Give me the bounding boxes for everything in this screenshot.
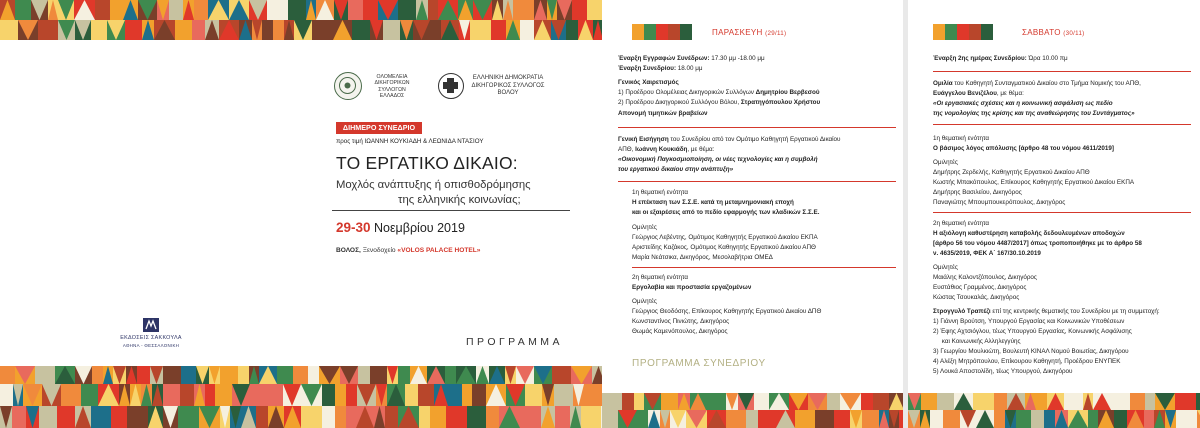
pattern-tile: [352, 20, 370, 40]
pattern-tile: [1088, 410, 1098, 428]
keynote-topic-2: του εργατικού δικαίου στην ανάπτυξη»: [618, 166, 734, 173]
venue-line: [336, 246, 480, 255]
speaker: Κωστής Μπακόπουλος, Επίκουρος Καθηγητής Εργατικού Δικαίου ΕΚΠΑ: [933, 179, 1135, 186]
header-color-block: [680, 24, 692, 40]
pattern-tile: [61, 384, 81, 406]
pattern-tile: [39, 406, 57, 428]
saturday-start: Έναρξη 2ης ημέρας Συνεδρίου: Ώρα 10.00 πμ: [933, 55, 1068, 62]
venue-city: ΒΟΛΟΣ,: [336, 247, 361, 254]
pattern-tile: [622, 393, 634, 410]
pattern-tile: [293, 366, 308, 384]
pattern-tile: [57, 406, 75, 428]
session-1-title-1: Η επέκταση των Σ.Σ.Ε. κατά τη μεταμνημονιακή εποχή: [632, 199, 794, 206]
session-1-label: 1η θεματική ενότητα: [933, 135, 990, 142]
divider: [933, 71, 1191, 72]
decorative-pattern-bottom: [0, 366, 602, 428]
session-2-title-3: ν. 4635/2019, ΦΕΚ Α΄ 167/30.10.2019: [933, 250, 1041, 257]
pattern-tile: [446, 406, 467, 428]
pattern-tile: [634, 393, 644, 410]
pattern-tile: [238, 366, 249, 384]
pattern-tile: [346, 384, 357, 406]
pattern-tile: [472, 384, 486, 406]
pattern-tile: [937, 393, 954, 410]
conference-dates: [336, 220, 465, 236]
speaker: Ευστάθιος Γραμμένος, Δικηγόρος: [933, 284, 1027, 291]
pattern-tile: [127, 406, 148, 428]
header-color-block: [632, 24, 644, 40]
keynote-line-1: Ομιλία του Καθηγητή Συνταγματικού Δικαίου στο Τμήμα Νομικής του ΑΠΘ,: [933, 80, 1141, 87]
speakers-label: Ομιλητές: [632, 298, 657, 305]
keynote-topic-1: «Οι εργασιακές σχέσεις και η κοινωνική ασφάλιση ως πεδίο: [933, 100, 1113, 107]
pattern-tile: [554, 384, 573, 406]
publisher-name: ΕΚΔΟΣΕΙΣ ΣΑΚΚΟΥΛΑ ΑΘΗΝΑ - ΘΕΣΣΑΛΟΝΙΚΗ: [120, 335, 182, 348]
speaker: Θωμάς Καμενόπουλος, Δικηγόρος: [632, 328, 728, 335]
pattern-tile: [215, 384, 232, 406]
pattern-tile: [180, 384, 194, 406]
cover-subtitle-1: Μοχλός ανάπτυξης ή οπισθοδρόμησης: [336, 179, 531, 191]
pattern-tile: [726, 410, 746, 428]
round-table-intro: Στρογγυλό Τραπέζι επί της κεντρικής θεματικής του Συνεδρίου με τη συμμετοχή:: [933, 308, 1160, 315]
pattern-tile: [566, 20, 578, 40]
speaker: Δημήτρης Βασιλείου, Δικηγόρος: [933, 189, 1022, 196]
pattern-tile: [430, 20, 441, 40]
session-2-label: 2η θεματική ενότητα: [632, 274, 689, 281]
pattern-tile: [0, 20, 18, 40]
speaker: Μαρία Νεάτσικα, Δικηγόρος, Μεσολαβήτρια ΟΜΕΔ: [632, 254, 773, 261]
pattern-tile: [430, 406, 446, 428]
pattern-tile: [602, 410, 618, 428]
pattern-tile: [994, 410, 1005, 428]
round-table-participant: 5) Λουκά Αποστολίδη, τέως Υπουργού, Δικηγόρου: [933, 368, 1073, 375]
header-color-block: [668, 24, 680, 40]
venue-hotel: «VOLOS PALACE HOTEL»: [397, 247, 481, 254]
pattern-tile: [405, 384, 418, 406]
header-color-block: [945, 24, 957, 40]
pattern-tile: [428, 0, 438, 20]
pattern-tile: [95, 0, 110, 20]
pattern-tile: [277, 366, 293, 384]
pattern-tile: [602, 393, 622, 410]
header-color-blocks: [632, 24, 692, 40]
pattern-tile: [250, 384, 269, 406]
pattern-tile: [363, 0, 378, 20]
speakers-label: Ομιλητές: [933, 264, 958, 271]
round-table-participant: 4) Αλέξη Μητρόπουλου, Επίκουρου Καθηγητή, Προέδρου ΕΝΥΠΕΚ: [933, 358, 1121, 365]
header-color-block: [981, 24, 993, 40]
pattern-tile: [15, 0, 31, 20]
date-month-year: Νοεμβρίου 2019: [370, 221, 465, 235]
pattern-tile: [348, 0, 363, 20]
greeting-2: 2) Προέδρου Δικηγορικού Συλλόγου Βόλου, Στρατηγόπουλου Χρήστου: [618, 99, 821, 106]
pattern-tile: [795, 410, 815, 428]
pattern-tile: [288, 0, 306, 20]
pattern-tile: [267, 0, 288, 20]
friday-start: Έναρξη Συνεδρίου: 18.00 μμ: [618, 65, 703, 72]
keynote-line-2: ΑΠΘ, Ιωάννη Κουκιάδη, με θέμα:: [618, 146, 715, 153]
speakers-label: Ομιλητές: [632, 224, 657, 231]
pattern-tile: [163, 366, 181, 384]
header-color-block: [656, 24, 668, 40]
pattern-tile: [205, 384, 215, 406]
pattern-tile: [637, 410, 648, 428]
pattern-tile: [92, 366, 103, 384]
pattern-tile: [491, 20, 506, 40]
sakkoulas-logo-icon: [143, 318, 159, 332]
greeting-1: 1) Προέδρου Ολομέλειας Δικηγορικών Συλλόγων Δημητρίου Βερβεσού: [618, 89, 820, 96]
pattern-tile: [1175, 393, 1196, 410]
pattern-tile: [973, 393, 994, 410]
pattern-tile: [220, 366, 238, 384]
pattern-tile: [178, 406, 199, 428]
session-1-title: Ο βάσιμος λόγος απόλυσης [άρθρο 48 του νόμου 4611/2019]: [933, 145, 1114, 152]
header-color-block: [957, 24, 969, 40]
pattern-tile: [1016, 410, 1031, 428]
pattern-tile: [930, 410, 943, 428]
pattern-tile: [661, 393, 678, 410]
pattern-tile: [419, 406, 430, 428]
header-color-block: [644, 24, 656, 40]
pattern-tile: [0, 366, 15, 384]
pattern-tile: [1036, 393, 1047, 410]
pattern-tile: [346, 406, 356, 428]
pattern-tile: [181, 366, 196, 384]
pattern-tile: [587, 0, 602, 20]
date-highlight: 29-30: [336, 220, 371, 235]
pattern-tile: [445, 366, 456, 384]
speaker: Δημήτρης Ζερδελής, Καθηγητής Εργατικού Δικαίου ΑΠΘ: [933, 169, 1090, 176]
pattern-tile: [91, 406, 111, 428]
pattern-tile: [520, 20, 534, 40]
divider: [618, 127, 896, 128]
saturday-heading: ΣΑΒΒΑΤΟ (30/11): [1022, 28, 1085, 37]
pattern-tile: [175, 20, 192, 40]
header-color-block: [933, 24, 945, 40]
saturday-panel: [908, 0, 1200, 428]
pattern-tile: [0, 384, 13, 406]
pattern-tile: [385, 406, 398, 428]
pattern-tile: [873, 393, 889, 410]
pattern-tile: [12, 406, 26, 428]
divider: [933, 212, 1191, 213]
keynote-line-2: Ευάγγελου Βενιζέλου, με θέμα:: [933, 90, 1024, 97]
divider: [632, 267, 896, 268]
pattern-art: [908, 393, 1200, 428]
pattern-tile: [269, 384, 283, 406]
pattern-tile: [370, 366, 387, 384]
pattern-tile: [834, 410, 850, 428]
pattern-tile: [827, 393, 840, 410]
decorative-pattern-top: [0, 0, 602, 40]
olomeleia-seal-icon: [334, 72, 362, 100]
friday-heading: ΠΑΡΑΣΚΕΥΗ (29/11): [712, 28, 787, 37]
programma-label: ΠΡΟΓΡΑΜΜΑ: [466, 336, 563, 348]
pattern-tile: [81, 384, 98, 406]
speaker: Παναγιώτης Μπουμπουκερόπουλος, Δικηγόρος: [933, 199, 1066, 206]
pattern-tile: [312, 20, 333, 40]
awards: Απονομή τιμητικών βραβείων: [618, 110, 708, 117]
pattern-tile: [1031, 410, 1044, 428]
greetings-title: Γενικός Χαιρετισμός: [618, 79, 679, 86]
divider: [332, 210, 570, 211]
pattern-tile: [383, 20, 400, 40]
session-2-title: Εργολαβία και προστασία εργαζομένων: [632, 284, 752, 291]
keynote-topic-1: «Οικονομική Παγκοσμιοποίηση, οι νέες τεχνολογίες και η συμβολή: [618, 156, 818, 163]
round-table-participant: 1) Γιάννη Βρούτση, Υπουργού Εργασίας και Κοινωνικών Υποθέσεων: [933, 318, 1125, 325]
program-footer: ΠΡΟΓΡΑΜΜΑ ΣΥΝΕΔΡΙΟΥ: [632, 358, 766, 369]
cover-title: ΤΟ ΕΡΓΑΤΙΚΟ ΔΙΚΑΙΟ:: [336, 153, 518, 173]
keynote-topic-2: της νομολογίας της κρίσης και της αναθεώρησης του Συντάγματος»: [933, 110, 1135, 117]
pattern-tile: [462, 384, 472, 406]
honor-line: προς τιμή ΙΩΑΝΝΗ ΚΟΥΚΙΑΔΗ & ΛΕΩΝΙΔΑ ΝΤΑΣΙΟΥ: [336, 138, 484, 145]
pattern-tile: [513, 0, 534, 20]
pattern-tile: [322, 384, 335, 406]
pattern-tile: [470, 20, 491, 40]
speakers-label: Ομιλητές: [933, 159, 958, 166]
pattern-art: [602, 393, 903, 428]
pattern-tile: [1176, 410, 1197, 428]
speaker: Γεώργιος Θεοδόσης, Επίκουρος Καθηγητής Εργατικού Δικαίου ΔΠΘ: [632, 308, 822, 315]
pattern-tile: [943, 410, 960, 428]
pattern-tile: [398, 0, 416, 20]
pattern-tile: [555, 406, 570, 428]
pattern-tile: [1111, 393, 1130, 410]
header-color-block: [969, 24, 981, 40]
pattern-tile: [111, 406, 127, 428]
session-2-title-2: [άρθρο 56 του νόμου 4487/2017] όπως τροποποιήθηκε με το άρθρο 58: [933, 240, 1142, 247]
org1-name: ΟΛΟΜΕΛΕΙΑ ΔΙΚΗΓΟΡΙΚΩΝ ΣΥΛΛΟΓΩΝ ΕΛΛΑΔΟΣ: [374, 74, 410, 100]
cover-subtitle-2: της ελληνικής κοινωνίας;: [398, 194, 521, 206]
pattern-tile: [256, 406, 268, 428]
friday-registration: Έναρξη Εγγραφών Συνέδρων: 17.30 μμ -18.00 μμ: [618, 55, 765, 62]
round-table-participant: 2) Έφης Αχτσιόγλου, τέως Υπουργού Εργασίας, Κοινωνικής Ασφάλισης: [933, 328, 1132, 335]
header-color-blocks: [933, 24, 993, 40]
pattern-tile: [1044, 410, 1055, 428]
speaker: Γεώργιος Λεβέντης, Ομότιμος Καθηγητής Εργατικού Δικαίου ΕΚΠΑ: [632, 234, 818, 241]
pattern-tile: [335, 406, 346, 428]
pattern-tile: [746, 410, 758, 428]
decorative-pattern-bottom: [908, 393, 1200, 428]
conference-badge: ΔΙΗΜΕΡΟ ΣΥΝΕΔΡΙΟ: [336, 122, 422, 134]
org2-name: ΕΛΛΗΝΙΚΗ ΔΗΜΟΚΡΑΤΙΑ ΔΙΚΗΓΟΡΙΚΟΣ ΣΥΛΛΟΓΟΣ ΒΟΛΟΥ: [471, 75, 545, 97]
pattern-tile: [1114, 410, 1127, 428]
speaker: Κώστας Τσουκαλάς, Δικηγόρος: [933, 294, 1020, 301]
pattern-tile: [448, 384, 462, 406]
pattern-tile: [520, 406, 541, 428]
pattern-tile: [125, 20, 142, 40]
pattern-tile: [1144, 410, 1154, 428]
pattern-art: [0, 366, 602, 428]
session-2-title-1: Η αξιόλογη καθυστέρηση καταβολής δεδουλευμένων αποδοχών: [933, 230, 1125, 237]
pattern-tile: [308, 366, 319, 384]
session-2-label: 2η θεματική ενότητα: [933, 220, 990, 227]
speaker: Αριστείδης Καζάκος, Ομότιμος Καθηγητής Εργατικού Δικαίου ΑΠΘ: [632, 244, 816, 251]
pattern-tile: [91, 20, 107, 40]
pattern-tile: [552, 366, 571, 384]
pattern-tile: [754, 393, 769, 410]
pattern-tile: [994, 393, 1007, 410]
greek-emblem-icon: [438, 73, 464, 99]
pattern-tile: [192, 20, 205, 40]
pattern-tile: [398, 366, 410, 384]
pattern-tile: [861, 393, 873, 410]
pattern-tile: [581, 406, 601, 428]
pattern-tile: [110, 0, 123, 20]
pattern-tile: [921, 393, 937, 410]
pattern-tile: [194, 0, 208, 20]
pattern-tile: [572, 0, 587, 20]
session-1-label: 1η θεματική ενότητα: [632, 189, 689, 196]
pattern-tile: [862, 410, 879, 428]
pattern-tile: [163, 384, 180, 406]
pattern-tile: [335, 384, 346, 406]
pattern-tile: [35, 366, 55, 384]
session-1-title-2: και οι εξαιρέσεις από το πεδίο εφαρμογής των κλαδικών Σ.Σ.Ε.: [632, 209, 820, 216]
pattern-tile: [358, 366, 370, 384]
pattern-tile: [1130, 393, 1145, 410]
pattern-tile: [38, 20, 58, 40]
pattern-art: [0, 0, 602, 40]
keynote-line-1: Γενική Εισήγηση του Συνεδρίου από τον Ομότιμο Καθηγητή Εργατικού Δικαίου: [618, 136, 841, 143]
pattern-tile: [1064, 393, 1083, 410]
round-table-participant: 3) Γεωργίου Μουλκιώτη, Βουλευτή ΚΙΝΑΛ Νομού Βοιωτίας, Δικηγόρου: [933, 348, 1129, 355]
decorative-pattern-bottom: [602, 393, 903, 428]
friday-panel: [602, 0, 903, 428]
pattern-tile: [584, 384, 602, 406]
pattern-tile: [1196, 393, 1200, 410]
divider: [933, 124, 1191, 125]
speaker: Μαιάλης Καλοντζόπουλος, Δικηγόρος: [933, 274, 1037, 281]
pattern-tile: [525, 384, 542, 406]
speaker: Κωνσταντίνος Πινιώτης, Δικηγόρος: [632, 318, 730, 325]
divider: [618, 181, 896, 182]
venue-hotel-label: Ξενοδοχείο: [360, 247, 398, 254]
pattern-tile: [169, 0, 183, 20]
pattern-tile: [758, 410, 776, 428]
round-table-participant-cont: και Κοινωνικής Αλληλεγγύης: [933, 338, 1021, 345]
pattern-tile: [418, 384, 434, 406]
pattern-tile: [706, 393, 726, 410]
pattern-tile: [273, 20, 284, 40]
